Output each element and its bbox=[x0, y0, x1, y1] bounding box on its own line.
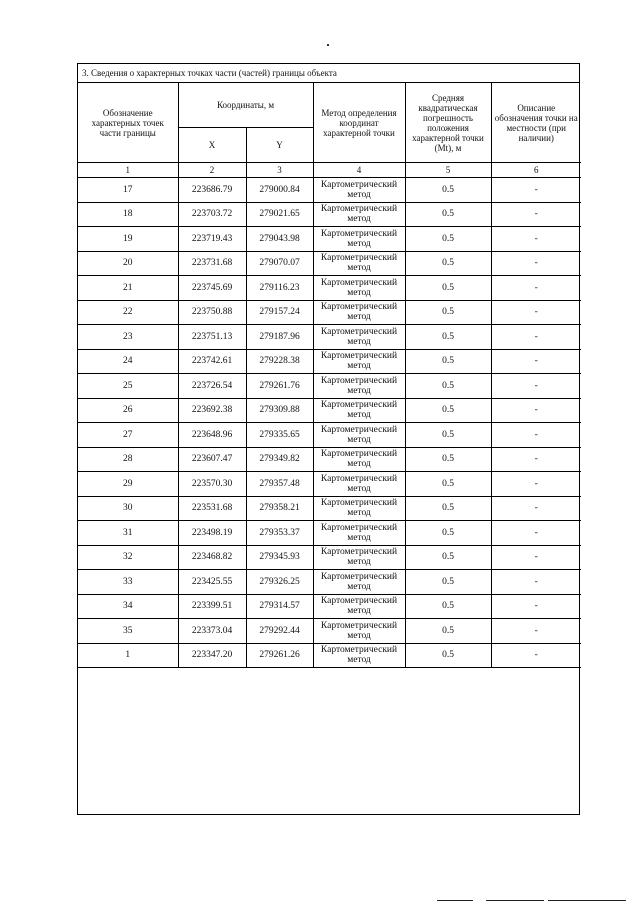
description-cell: - bbox=[491, 619, 581, 644]
accuracy-cell: 0.5 bbox=[405, 643, 491, 668]
coord-x-cell: 223731.68 bbox=[178, 251, 246, 276]
description-cell: - bbox=[491, 300, 581, 325]
coord-y-cell: 279000.84 bbox=[246, 178, 313, 203]
description-cell: - bbox=[491, 178, 581, 203]
coord-y-cell: 279335.65 bbox=[246, 423, 313, 448]
accuracy-cell: 0.5 bbox=[405, 545, 491, 570]
point-number-cell: 25 bbox=[78, 374, 178, 399]
coord-x-cell: 223742.61 bbox=[178, 349, 246, 374]
accuracy-cell: 0.5 bbox=[405, 398, 491, 423]
table-row bbox=[78, 325, 581, 350]
coord-y-cell: 279345.93 bbox=[246, 545, 313, 570]
coord-y-cell: 279157.24 bbox=[246, 300, 313, 325]
table-row bbox=[78, 423, 581, 448]
table-row bbox=[78, 178, 581, 203]
method-cell: Картометрический метод bbox=[313, 325, 405, 350]
header-coordinates: Координаты, м bbox=[178, 83, 313, 128]
method-cell: Картометрический метод bbox=[313, 447, 405, 472]
description-cell: - bbox=[491, 447, 581, 472]
table-row bbox=[78, 496, 581, 521]
table-row bbox=[78, 472, 581, 497]
table-row bbox=[78, 447, 581, 472]
coord-y-cell: 279070.07 bbox=[246, 251, 313, 276]
point-number-cell: 18 bbox=[78, 202, 178, 227]
coord-y-cell: 279353.37 bbox=[246, 521, 313, 546]
scan-artifact bbox=[486, 900, 544, 901]
method-cell: Картометрический метод bbox=[313, 349, 405, 374]
description-cell: - bbox=[491, 472, 581, 497]
method-cell: Картометрический метод bbox=[313, 619, 405, 644]
header-x: X bbox=[178, 128, 246, 163]
coord-x-cell: 223468.82 bbox=[178, 545, 246, 570]
coord-x-cell: 223703.72 bbox=[178, 202, 246, 227]
coord-y-cell: 279043.98 bbox=[246, 227, 313, 252]
coord-x-cell: 223726.54 bbox=[178, 374, 246, 399]
header-accuracy: Средняя квадратическая погрешность положения характерной точки (Mt), м bbox=[405, 83, 491, 163]
description-cell: - bbox=[491, 398, 581, 423]
method-cell: Картометрический метод bbox=[313, 276, 405, 301]
accuracy-cell: 0.5 bbox=[405, 521, 491, 546]
table-row bbox=[78, 398, 581, 423]
coord-y-cell: 279309.88 bbox=[246, 398, 313, 423]
header-method: Метод определения координат характерной точки bbox=[313, 83, 405, 163]
point-number-cell: 33 bbox=[78, 570, 178, 595]
point-number-cell: 22 bbox=[78, 300, 178, 325]
description-cell: - bbox=[491, 251, 581, 276]
accuracy-cell: 0.5 bbox=[405, 570, 491, 595]
accuracy-cell: 0.5 bbox=[405, 472, 491, 497]
method-cell: Картометрический метод bbox=[313, 202, 405, 227]
coord-x-cell: 223686.79 bbox=[178, 178, 246, 203]
coord-x-cell: 223399.51 bbox=[178, 594, 246, 619]
method-cell: Картометрический метод bbox=[313, 300, 405, 325]
table-row bbox=[78, 594, 581, 619]
method-cell: Картометрический метод bbox=[313, 178, 405, 203]
coord-y-cell: 279116.23 bbox=[246, 276, 313, 301]
table-row bbox=[78, 251, 581, 276]
accuracy-cell: 0.5 bbox=[405, 202, 491, 227]
description-cell: - bbox=[491, 325, 581, 350]
table-row bbox=[78, 521, 581, 546]
coord-x-cell: 223745.69 bbox=[178, 276, 246, 301]
table-row bbox=[78, 202, 581, 227]
column-number: 1 bbox=[78, 163, 178, 178]
description-cell: - bbox=[491, 423, 581, 448]
method-cell: Картометрический метод bbox=[313, 398, 405, 423]
method-cell: Картометрический метод bbox=[313, 496, 405, 521]
coord-x-cell: 223531.68 bbox=[178, 496, 246, 521]
point-number-cell: 19 bbox=[78, 227, 178, 252]
point-number-cell: 23 bbox=[78, 325, 178, 350]
scan-artifact bbox=[437, 900, 473, 901]
description-cell: - bbox=[491, 227, 581, 252]
header-point-designation: Обозначение характерных точек части границы bbox=[78, 83, 178, 163]
coord-y-cell: 279228.38 bbox=[246, 349, 313, 374]
section-title: 3. Сведения о характерных точках части (частей) границы объекта bbox=[78, 64, 579, 83]
point-number-cell: 28 bbox=[78, 447, 178, 472]
coord-x-cell: 223719.43 bbox=[178, 227, 246, 252]
point-number-cell: 20 bbox=[78, 251, 178, 276]
coord-y-cell: 279187.96 bbox=[246, 325, 313, 350]
method-cell: Картометрический метод bbox=[313, 545, 405, 570]
point-number-cell: 24 bbox=[78, 349, 178, 374]
method-cell: Картометрический метод bbox=[313, 423, 405, 448]
description-cell: - bbox=[491, 521, 581, 546]
description-cell: - bbox=[491, 594, 581, 619]
coord-x-cell: 223750.88 bbox=[178, 300, 246, 325]
accuracy-cell: 0.5 bbox=[405, 349, 491, 374]
column-number: 5 bbox=[405, 163, 491, 178]
coord-y-cell: 279357.48 bbox=[246, 472, 313, 497]
accuracy-cell: 0.5 bbox=[405, 374, 491, 399]
accuracy-cell: 0.5 bbox=[405, 594, 491, 619]
coord-y-cell: 279326.25 bbox=[246, 570, 313, 595]
method-cell: Картометрический метод bbox=[313, 374, 405, 399]
table-row bbox=[78, 276, 581, 301]
coord-x-cell: 223692.38 bbox=[178, 398, 246, 423]
method-cell: Картометрический метод bbox=[313, 472, 405, 497]
table-row bbox=[78, 374, 581, 399]
coord-x-cell: 223498.19 bbox=[178, 521, 246, 546]
coord-x-cell: 223570.30 bbox=[178, 472, 246, 497]
column-number: 4 bbox=[313, 163, 405, 178]
accuracy-cell: 0.5 bbox=[405, 619, 491, 644]
coord-y-cell: 279349.82 bbox=[246, 447, 313, 472]
scan-artifact bbox=[548, 900, 626, 901]
point-number-cell: 21 bbox=[78, 276, 178, 301]
coord-y-cell: 279314.57 bbox=[246, 594, 313, 619]
method-cell: Картометрический метод bbox=[313, 643, 405, 668]
points-table bbox=[78, 83, 581, 668]
scan-speck bbox=[327, 44, 329, 46]
method-cell: Картометрический метод bbox=[313, 227, 405, 252]
method-cell: Картометрический метод bbox=[313, 570, 405, 595]
coord-x-cell: 223607.47 bbox=[178, 447, 246, 472]
accuracy-cell: 0.5 bbox=[405, 276, 491, 301]
accuracy-cell: 0.5 bbox=[405, 325, 491, 350]
accuracy-cell: 0.5 bbox=[405, 496, 491, 521]
accuracy-cell: 0.5 bbox=[405, 300, 491, 325]
method-cell: Картометрический метод bbox=[313, 251, 405, 276]
point-number-cell: 27 bbox=[78, 423, 178, 448]
point-number-cell: 30 bbox=[78, 496, 178, 521]
document-frame bbox=[77, 63, 580, 815]
table-row bbox=[78, 349, 581, 374]
table-row bbox=[78, 570, 581, 595]
point-number-cell: 17 bbox=[78, 178, 178, 203]
accuracy-cell: 0.5 bbox=[405, 423, 491, 448]
description-cell: - bbox=[491, 202, 581, 227]
method-cell: Картометрический метод bbox=[313, 594, 405, 619]
coord-y-cell: 279358.21 bbox=[246, 496, 313, 521]
accuracy-cell: 0.5 bbox=[405, 447, 491, 472]
table-row bbox=[78, 643, 581, 668]
table-row bbox=[78, 300, 581, 325]
coord-x-cell: 223347.20 bbox=[178, 643, 246, 668]
method-cell: Картометрический метод bbox=[313, 521, 405, 546]
coord-x-cell: 223751.13 bbox=[178, 325, 246, 350]
point-number-cell: 29 bbox=[78, 472, 178, 497]
coord-y-cell: 279261.76 bbox=[246, 374, 313, 399]
coord-y-cell: 279021.65 bbox=[246, 202, 313, 227]
description-cell: - bbox=[491, 570, 581, 595]
description-cell: - bbox=[491, 643, 581, 668]
description-cell: - bbox=[491, 276, 581, 301]
accuracy-cell: 0.5 bbox=[405, 178, 491, 203]
description-cell: - bbox=[491, 374, 581, 399]
table-row bbox=[78, 545, 581, 570]
table-row bbox=[78, 227, 581, 252]
coord-x-cell: 223373.04 bbox=[178, 619, 246, 644]
point-number-cell: 31 bbox=[78, 521, 178, 546]
column-number: 2 bbox=[178, 163, 246, 178]
coord-y-cell: 279292.44 bbox=[246, 619, 313, 644]
point-number-cell: 32 bbox=[78, 545, 178, 570]
coord-x-cell: 223425.55 bbox=[178, 570, 246, 595]
column-number: 3 bbox=[246, 163, 313, 178]
accuracy-cell: 0.5 bbox=[405, 251, 491, 276]
point-number-cell: 35 bbox=[78, 619, 178, 644]
description-cell: - bbox=[491, 545, 581, 570]
accuracy-cell: 0.5 bbox=[405, 227, 491, 252]
header-description: Описание обозначения точки на местности (при наличии) bbox=[491, 83, 581, 163]
coord-y-cell: 279261.26 bbox=[246, 643, 313, 668]
table-row bbox=[78, 619, 581, 644]
point-number-cell: 26 bbox=[78, 398, 178, 423]
description-cell: - bbox=[491, 349, 581, 374]
description-cell: - bbox=[491, 496, 581, 521]
header-y: Y bbox=[246, 128, 313, 163]
point-number-cell: 34 bbox=[78, 594, 178, 619]
point-number-cell: 1 bbox=[78, 643, 178, 668]
coord-x-cell: 223648.96 bbox=[178, 423, 246, 448]
column-number: 6 bbox=[491, 163, 581, 178]
